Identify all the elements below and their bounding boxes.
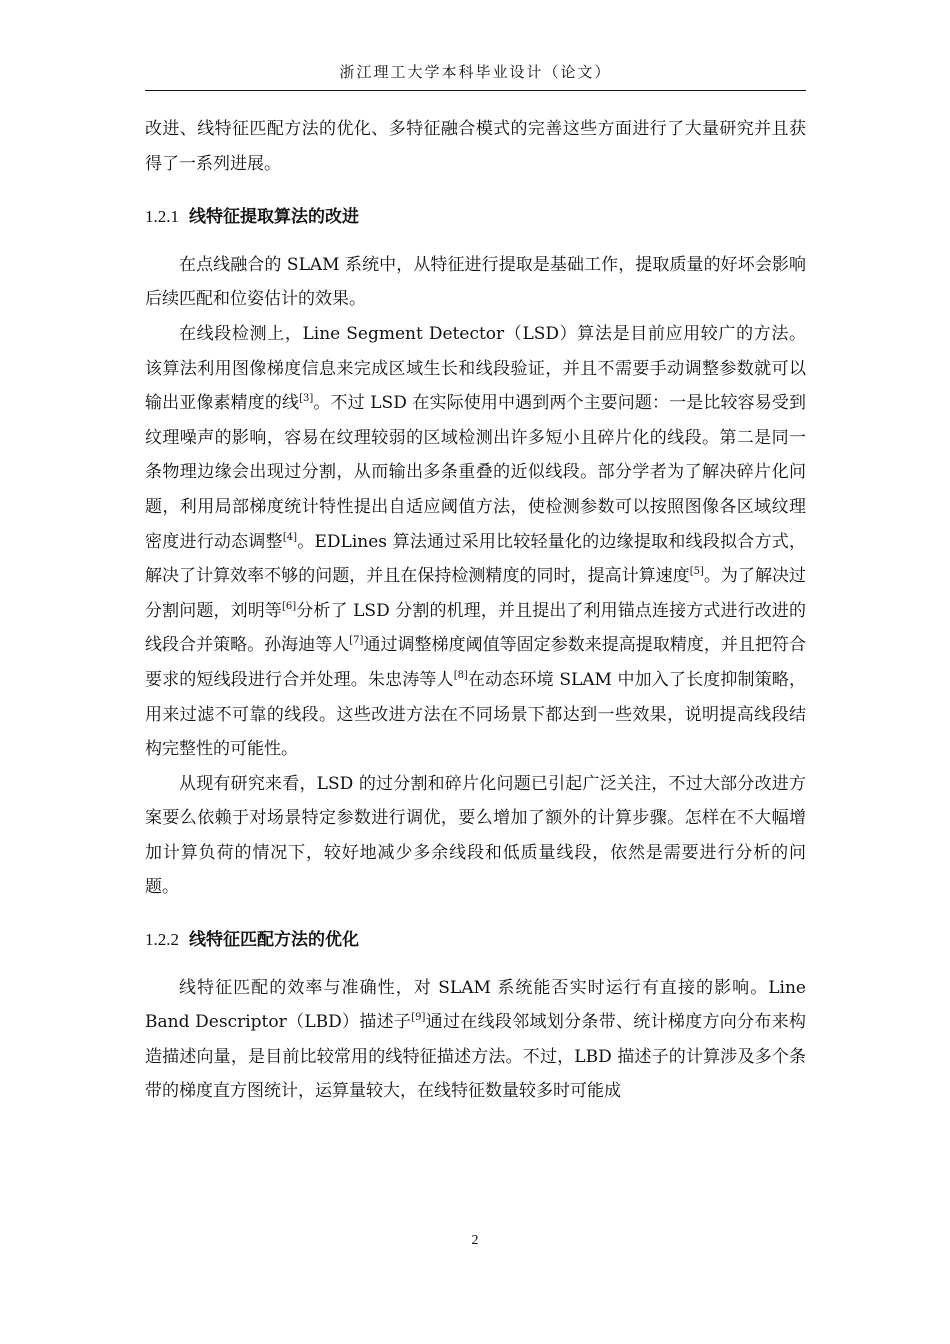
intro-paragraph: 改进、线特征匹配方法的优化、多特征融合模式的完善这些方面进行了大量研究并且获得了一系列进展。	[145, 119, 806, 174]
citation-9: [9]	[411, 1012, 426, 1024]
text-run: 。不过 LSD 在实际使用中遇到两个主要问题：一是比较容易受到纹理噪声的影响，容易在纹理较弱的区域检测出许多短小且碎片化的线段。第二是同一条物理边缘会出现过分割，从而输出多条重叠的近似线段。部分学者为了解决碎片化问题，利用局部梯度统计特性提出自适应阈值方法，使检测参数可以按照图像各区域纹理密度进行动态调整	[145, 393, 807, 552]
text-run: 。EDLines 算法通过采用比较轻量化的边缘提取和线段拟合方式，解决了计算效率不够的问题，并且在保持检测精度的同时，提高计算速度	[145, 531, 807, 587]
citation-5: [5]	[689, 566, 704, 578]
paragraph-1-2-2-a	[145, 971, 806, 1109]
text-run: 线特征匹配的效率与准确性，对 SLAM 系统能否实时运行有直接的影响。Line Band Descriptor（LBD）描述子	[145, 977, 806, 1033]
text-run: 分析了 LSD 分割的机理，并且提出了利用锚点连接方式进行改进的线段合并策略。孙海迪等人	[145, 600, 807, 656]
text-run: 。为了解决过分割问题，刘明等	[145, 566, 807, 621]
section-heading-1-2-1	[145, 200, 806, 235]
paragraph-1-2-1-c: 从现有研究来看，LSD 的过分割和碎片化问题已引起广泛关注，不过大部分改进方案要么依赖于对场景特定参数进行调优，要么增加了额外的计算步骤。怎样在不大幅增加计算负荷的情况下，较好地减少多余线段和低质量线段，依然是需要进行分析的问题。	[145, 773, 806, 898]
text-run: 在动态环境 SLAM 中加入了长度抑制策略，用来过滤不可靠的线段。这些改进方法在不同场景下都达到一些效果，说明提高线段结构完整性的可能性。	[145, 669, 806, 760]
paragraph-1-2-1-b	[145, 317, 806, 767]
text-run: 通过在线段邻域划分条带、统计梯度方向分布来构造描述向量，是目前比较常用的线特征描述方法。不过，LBD 描述子的计算涉及多个条带的梯度直方图统计，运算量较大，在线特征数量较多时可能成	[145, 1012, 806, 1102]
paragraph-1-2-1-a: 在点线融合的 SLAM 系统中，从特征进行提取是基础工作，提取质量的好坏会影响后续匹配和位姿估计的效果。	[145, 254, 806, 310]
section-number: 1.2.2	[145, 930, 179, 950]
citation-3: [3]	[299, 393, 314, 405]
header-rule	[145, 90, 806, 91]
text-run: 通过调整梯度阈值等固定参数来提高提取精度，并且把符合要求的短线段进行合并处理。朱忠涛等人	[145, 635, 807, 690]
running-header: 浙江理工大学本科毕业设计（论文）	[339, 63, 612, 81]
section-number: 1.2.1	[145, 207, 179, 227]
section-heading-1-2-2	[145, 923, 806, 958]
citation-6: [6]	[281, 600, 297, 612]
text-run: 在线段检测上，Line Segment Detector（LSD）算法是目前应用较广的方法。该算法利用图像梯度信息来完成区域生长和线段验证，并且不需要手动调整参数就可以输出亚像素精度的线	[145, 323, 806, 414]
section-title: 线特征匹配方法的优化	[189, 930, 359, 951]
page-number: 2	[471, 1233, 479, 1248]
citation-8: [8]	[453, 669, 468, 681]
citation-7: [7]	[349, 635, 364, 647]
body-text	[145, 112, 806, 1109]
citation-4: [4]	[282, 531, 298, 543]
section-title: 线特征提取算法的改进	[189, 207, 359, 228]
